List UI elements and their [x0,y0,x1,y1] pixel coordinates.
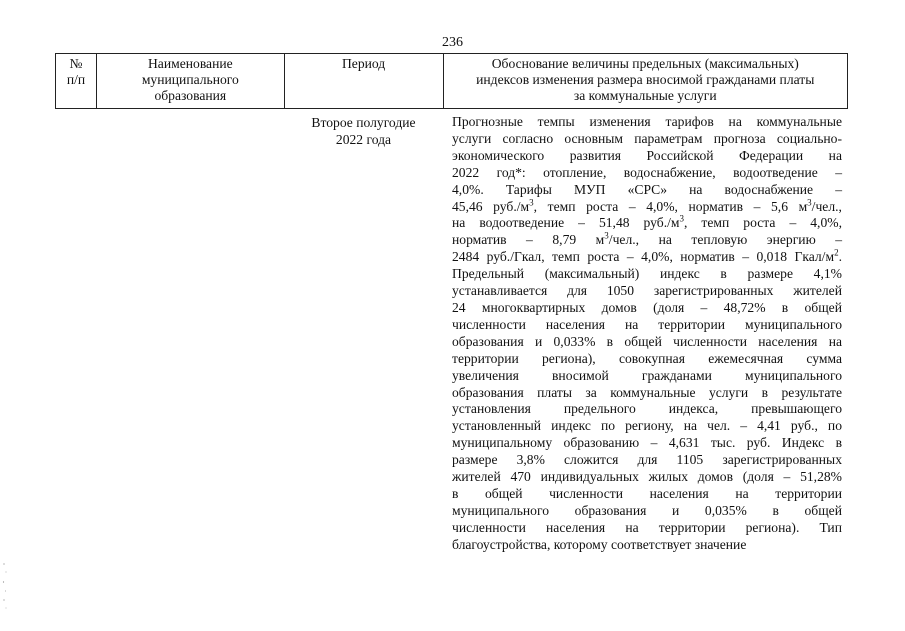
table-row [55,109,848,579]
justification-line: увеличения вносимой гражданами муниципального [452,367,842,383]
justification-line: в общей численности населения на территории [452,485,842,501]
justification-line: 45,46 $руб./м^3$, темп роста – 4,0%, норматив – 5,6 $м^3$/чел., [452,197,842,214]
justification-line: устанавливается для 1050 зарегистрированных жителей [452,283,842,299]
cell-municipality [96,109,284,579]
justification-line: муниципальному образованию – 4,631 тыс. руб. Индекс в [452,435,842,451]
justification-line: Прогнозные темпы изменения тарифов на коммунальные [452,114,842,129]
justification-line: благоустройства, которому соответствует значение [452,536,747,552]
justification-line: образования платы за коммунальные услуги в результате [452,384,842,400]
justification-line: Предельный (максимальный) индекс в размере 4,1% [452,266,842,282]
cell-period: Второе полугодие 2022 года [311,115,416,147]
justification-line: 2022 год*: отопление, водоснабжение, водоотведение – [452,164,842,180]
justification-line: услуги согласно основным параметрам прогноза социально- [452,130,842,146]
cell-justification [443,109,848,579]
justification-line: муниципального образования и 0,035% в общей [452,502,842,518]
justification-line: 24 многоквартирных домов (доля – 48,72% в общей [452,299,842,315]
tariff-index-table [55,53,848,579]
justification-line: численности населения на территории региона). Тип [452,519,842,535]
header-municipality: Наименование муниципального образования [97,54,285,108]
header-justification: Обоснование величины предельных (максимальных) индексов изменения размера вносимой гражданами платы за коммунальные услуги [444,54,848,108]
scan-specks [2,560,8,620]
justification-line: жителей 470 индивидуальных жилых домов (доля – 51,28% [452,469,842,485]
justification-line: установления предельного индекса, превышающего [452,401,842,417]
justification-line: на водоотведение – 51,48 $руб./м^3$, темп роста – 4,0%, [452,213,842,231]
justification-line: размере 3,8% сложится для 1105 зарегистрированных [452,452,842,468]
justification-line: численности населения на территории муниципального [452,316,842,332]
header-number: № п/п [56,54,97,108]
justification-line: экономического развития Российской Федерации на [452,147,842,163]
table-header-row [55,53,848,109]
header-period: Период [285,54,444,108]
justification-line: 2484 руб./Гкал, темп роста – 4,0%, норматив – 0,018 Гкал/$м^2$. [452,247,842,265]
justification-line: установленный индекс по региону, на чел. – 4,41 руб., по [452,418,842,434]
cell-number [55,109,96,579]
page-number: 236 [442,35,463,50]
justification-line: образования и 0,033% в общей численности населения на [452,333,842,349]
justification-line: 4,0%. Тарифы МУП «СРС» на водоснабжение – [452,181,842,197]
justification-line: норматив – 8,79 $м^3$/чел., на тепловую энергию – [452,230,843,248]
justification-line: территории региона), совокупная ежемесячная сумма [452,350,842,366]
